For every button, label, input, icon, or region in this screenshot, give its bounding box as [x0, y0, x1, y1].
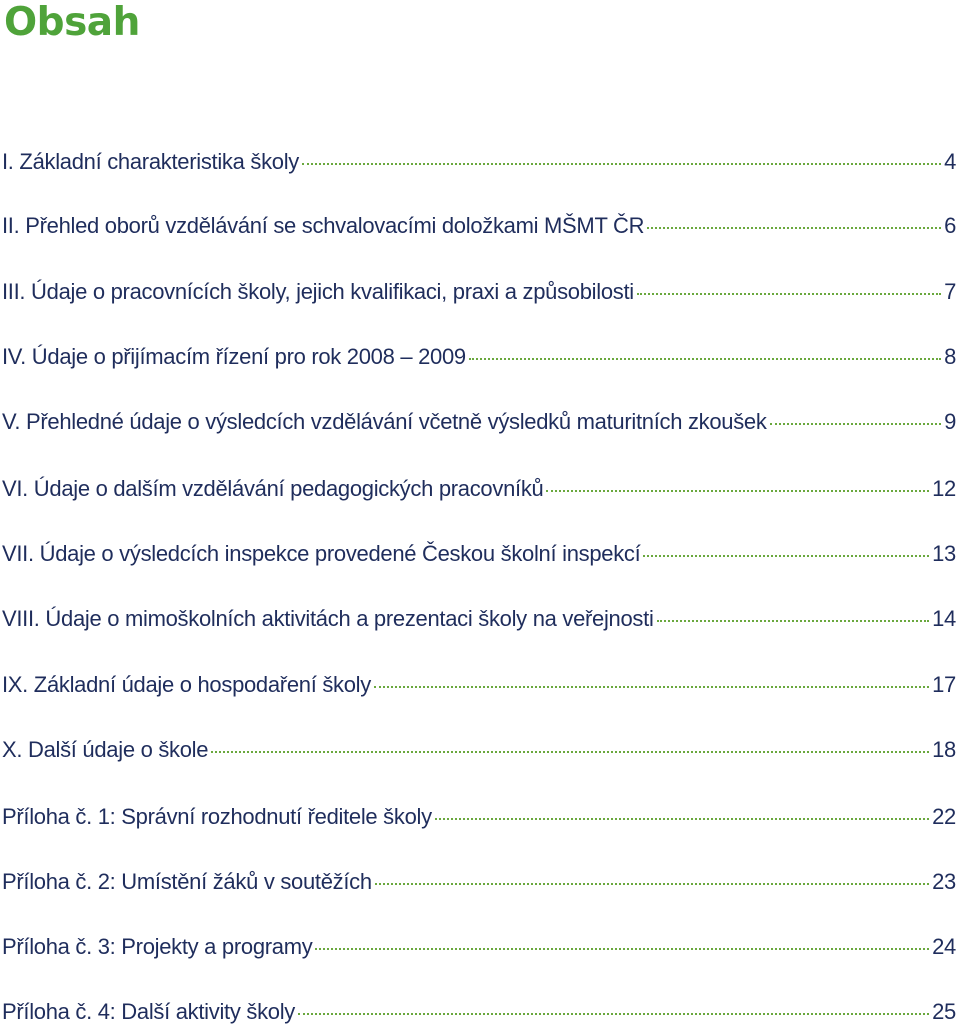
toc-dot-leader: [647, 227, 941, 229]
toc-entry: [2, 405, 956, 439]
toc-entry-label: X. Další údaje o škole: [2, 737, 209, 762]
toc-dot-leader: [211, 751, 929, 753]
toc-entry-page: 13: [932, 541, 956, 566]
toc-dot-leader: [770, 423, 942, 425]
toc-dot-leader: [315, 948, 929, 950]
toc-dot-leader: [375, 883, 929, 885]
toc-dot-leader: [374, 686, 929, 688]
toc-entry-page: 23: [932, 869, 956, 894]
toc-entry-label: II. Přehled oborů vzdělávání se schvalovacími doložkami MŠMT ČR: [2, 213, 645, 238]
toc-dot-leader: [302, 163, 941, 165]
toc-entry: [2, 209, 956, 243]
toc-dot-leader: [435, 818, 929, 820]
toc-entry: [2, 472, 956, 506]
toc-entry-label: IV. Údaje o přijímacím řízení pro rok 2008 – 2009: [2, 344, 466, 369]
toc-entry-label: IX. Základní údaje o hospodaření školy: [2, 672, 371, 697]
toc-entry-page: 25: [932, 999, 956, 1024]
toc-dot-leader: [643, 555, 929, 557]
toc-dot-leader: [546, 490, 929, 492]
toc-entry-label: VI. Údaje o dalším vzdělávání pedagogických pracovníků: [2, 476, 544, 501]
toc-entry-page: 8: [944, 344, 956, 369]
toc-entry-label: VIII. Údaje o mimoškolních aktivitách a prezentaci školy na veřejnosti: [2, 606, 654, 631]
toc-dot-leader: [469, 358, 941, 360]
toc-entry: [2, 930, 956, 964]
toc-entry: [2, 537, 956, 571]
toc-entry-page: 12: [932, 476, 956, 501]
toc-entry-label: V. Přehledné údaje o výsledcích vzdělávání včetně výsledků maturitních zkoušek: [2, 409, 767, 434]
toc-dot-leader: [637, 293, 941, 295]
toc-entry: [2, 865, 956, 899]
toc-entry-label: Příloha č. 2: Umístění žáků v soutěžích: [2, 869, 372, 894]
toc-entry-page: 24: [932, 934, 956, 959]
toc-entry-page: 6: [944, 213, 956, 238]
toc-entry-label: III. Údaje o pracovnících školy, jejich kvalifikaci, praxi a způsobilosti: [2, 279, 634, 304]
toc-entry: [2, 275, 956, 309]
toc-entry: [2, 145, 956, 179]
toc-entry: [2, 668, 956, 702]
toc-entry-label: Příloha č. 3: Projekty a programy: [2, 934, 313, 959]
toc-entry-page: 22: [932, 804, 956, 829]
toc-entry: [2, 995, 956, 1029]
toc-entry: [2, 340, 956, 374]
toc-entry-page: 4: [944, 149, 956, 174]
toc-entry-label: Příloha č. 1: Správní rozhodnutí ředitele školy: [2, 804, 432, 829]
toc-dot-leader: [298, 1013, 929, 1015]
toc-entry: [2, 800, 956, 834]
toc-entry-page: 9: [944, 409, 956, 434]
toc-entry: [2, 602, 956, 636]
toc-dot-leader: [657, 620, 930, 622]
toc-entry-label: I. Základní charakteristika školy: [2, 149, 299, 174]
toc-entry-label: VII. Údaje o výsledcích inspekce provedené Českou školní inspekcí: [2, 541, 641, 566]
toc-entry: [2, 733, 956, 767]
toc-entry-page: 7: [944, 279, 956, 304]
toc-entry-page: 18: [932, 737, 956, 762]
toc-entry-label: Příloha č. 4: Další aktivity školy: [2, 999, 296, 1024]
page-title: Obsah: [4, 0, 140, 45]
toc-entry-page: 17: [932, 672, 956, 697]
toc-entry-page: 14: [932, 606, 956, 631]
